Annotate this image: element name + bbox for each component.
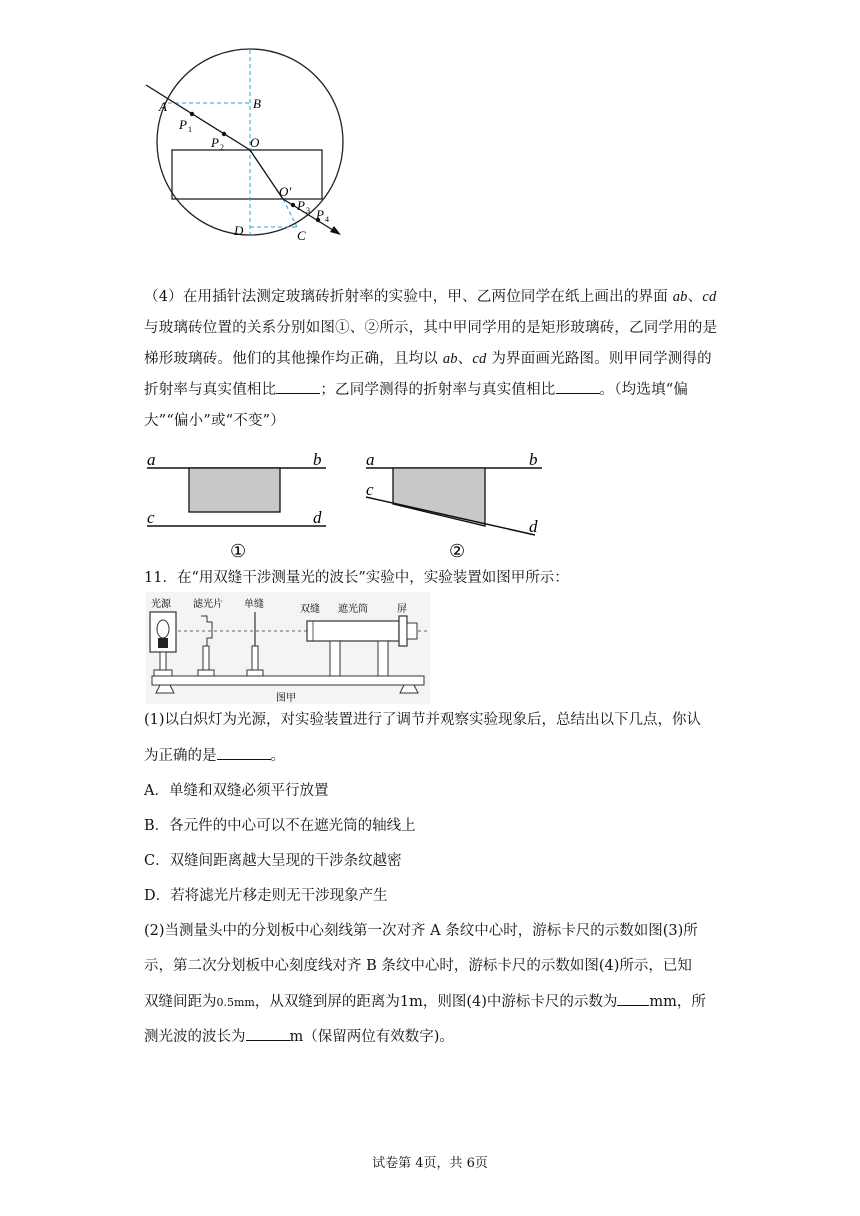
fig2-label-b: b <box>529 450 538 469</box>
label-tube: 遮光筒 <box>338 604 368 615</box>
label-O-prime: O′ <box>279 184 292 199</box>
screen-eyepiece <box>399 616 407 646</box>
fig2-label-d: d <box>529 517 538 536</box>
apparatus-figure <box>140 592 436 704</box>
q11-sub2-line4: 测光波的波长为 m（保留两位有效数字)。 <box>144 1026 454 1047</box>
label-P3-sub: 3 <box>306 206 310 215</box>
answer-blank-4[interactable] <box>617 991 649 1006</box>
label-P1: P <box>179 117 187 132</box>
fig1-label-c: c <box>147 508 155 527</box>
glass-block <box>172 150 322 199</box>
answer-blank-2[interactable] <box>556 379 600 394</box>
q11-sub2-line1: (2)当测量头中的分划板中心刻线第一次对齐 A 条纹中心时，游标卡尺的示数如图(3)所 <box>144 923 698 939</box>
answer-blank-1[interactable] <box>276 379 320 394</box>
label-O: O <box>250 135 260 150</box>
fig2-glass <box>393 468 485 526</box>
label-P2: P <box>211 135 219 150</box>
fig1-label-a: a <box>147 450 156 469</box>
light-shield-tube <box>307 621 399 641</box>
refraction-circle-figure <box>140 28 350 258</box>
lamp-bulb <box>157 620 169 638</box>
option-b: B．各元件的中心可以不在遮光筒的轴线上 <box>144 818 416 834</box>
label-P4: P <box>316 207 324 222</box>
base-rail <box>152 676 424 685</box>
fig1-label-d: d <box>313 508 322 527</box>
answer-blank-3[interactable] <box>217 745 271 760</box>
incident-ray <box>146 85 250 150</box>
q11-sub2-line2: 示，第二次分划板中心刻度线对齐 B 条纹中心时，游标卡尺的示数如图(4)所示，已知 <box>144 958 692 974</box>
label-P3: P <box>297 198 305 213</box>
fig2-label-a: a <box>366 450 375 469</box>
q11-sub1-line1: (1)以白炽灯为光源，对实验装置进行了调节并观察实验现象后，总结出以下几点，你认 <box>144 712 702 728</box>
page-footer: 试卷第 4页，共 6页 <box>372 1156 488 1171</box>
label-B: B <box>253 96 261 111</box>
pin-P1 <box>190 112 194 116</box>
label-D: D <box>234 223 244 238</box>
q11-sub2-line3: 双缝间距为0.5mm，从双缝到屏的距离为1m，则图(4)中游标卡尺的示数为 mm，所 <box>144 991 706 1013</box>
label-A: A <box>159 99 167 114</box>
fig1-label-b: b <box>313 450 322 469</box>
pin-P3 <box>291 203 295 207</box>
fig2-label-c: c <box>366 480 374 499</box>
arrow-head <box>330 226 341 235</box>
label-single-slit: 单缝 <box>244 599 264 610</box>
pin-P2 <box>222 132 226 136</box>
label-filter: 滤光片 <box>193 599 223 610</box>
label-C: C <box>297 228 306 243</box>
label-screen: 屏 <box>397 604 407 615</box>
label-light-source: 光源 <box>151 599 171 610</box>
option-a: A．单缝和双缝必须平行放置 <box>144 783 329 799</box>
option-c: C．双缝间距离越大呈现的干涉条纹越密 <box>144 853 402 869</box>
apparatus-caption: 图甲 <box>276 693 296 704</box>
label-P4-sub: 4 <box>325 215 329 224</box>
fig1-caption: ① <box>230 541 247 561</box>
label-double-slit: 双缝 <box>300 604 320 615</box>
question-4-text: （4）在用插针法测定玻璃砖折射率的实验中，甲、乙两位同学在纸上画出的界面 ab、cd与玻璃砖位置的关系分别如图①、②所示，其中甲同学用的是矩形玻璃砖，乙同学用的是梯形玻璃砖。他们的其他操作均正确，且均以 ab、cd 为界面画光路图。则甲同学测得的折射率与真实值相比 ；乙同学测得的折射率与真实值相比 。（均选填“偏大”“偏小”或“不变”） <box>144 289 718 429</box>
fig2-caption: ② <box>449 541 466 561</box>
label-P1-sub: 1 <box>188 125 192 134</box>
label-P2-sub: 2 <box>220 143 224 152</box>
question-11-title: 11．在“用双缝干涉测量光的波长”实验中，实验装置如图甲所示： <box>144 570 569 586</box>
q11-sub1-line2: 为正确的是 。 <box>144 745 285 766</box>
option-d: D．若将滤光片移走则无干涉现象产生 <box>144 888 388 904</box>
fig1-glass <box>189 468 280 512</box>
interface-figures <box>140 446 560 564</box>
answer-blank-5[interactable] <box>246 1026 290 1041</box>
